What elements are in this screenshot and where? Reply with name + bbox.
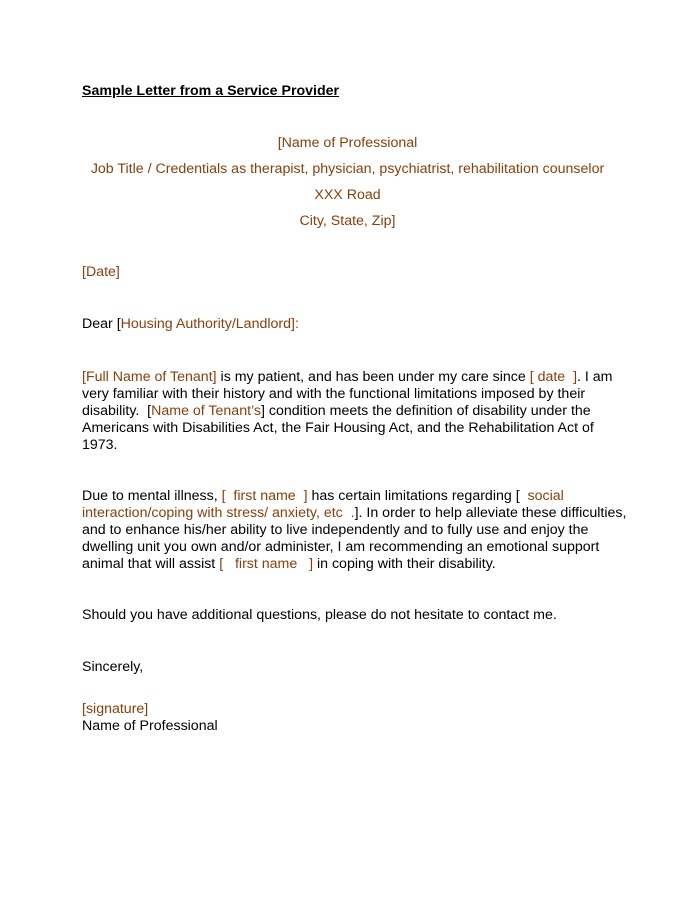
para2-line1 — [82, 488, 564, 505]
signature-placeholder: [signature] — [82, 701, 149, 717]
para1-line1-text-b: . I am — [577, 369, 613, 385]
para2-line5-text-a: animal that will assist — [82, 556, 220, 572]
header-job-title: Job Title / Credentials as therapist, physician, psychiatrist, rehabilitation counselor — [90, 161, 605, 177]
header-street: XXX Road — [314, 187, 381, 203]
para3-contact: Should you have additional questions, please do not hesitate to contact me. — [82, 607, 557, 623]
para2-line5-text-b: in coping with their disability. — [313, 556, 496, 572]
header-professional-name: [Name of Professional — [277, 135, 418, 151]
para1-line3-text-b: ] condition meets the definition of disability under the — [261, 403, 591, 419]
salutation-prefix: Dear [ — [82, 316, 121, 332]
para2-line2 — [82, 505, 626, 522]
salutation — [82, 316, 299, 333]
para2-line5 — [82, 556, 496, 573]
para1-line3-text-a: disability. [ — [82, 403, 152, 419]
para1-line4: Americans with Disabilities Act, the Fair Housing Act, and the Rehabilitation Act of — [82, 420, 594, 436]
para1-line1 — [82, 369, 613, 386]
care-date-placeholder: [ date ] — [529, 369, 578, 385]
para1-line5: 1973. — [82, 437, 118, 453]
para1-line2: very familiar with their history and with the functional limitations imposed by their — [82, 386, 586, 402]
para1-line3 — [82, 403, 591, 420]
para1-line1-text-a: is my patient, and has been under my care since — [216, 369, 530, 385]
first-name-placeholder: [ first name ] — [221, 488, 308, 504]
tenant-full-name-placeholder: [Full Name of Tenant] — [82, 369, 217, 385]
para2-line2-text-b: ]. In order to help alleviate these difficulties, — [354, 505, 627, 521]
para2-line3: and to enhance his/her ability to live independently and to fully use and enjoy the — [82, 522, 589, 538]
date-placeholder: [Date] — [82, 264, 120, 280]
first-name-placeholder-2: [ first name ] — [219, 556, 314, 572]
closing: Sincerely, — [82, 659, 144, 675]
limitations-placeholder-start: social — [527, 488, 564, 504]
para2-line1-text-a: Due to mental illness, — [82, 488, 222, 504]
header-city-state-zip: City, State, Zip] — [299, 213, 396, 229]
signer-name: Name of Professional — [82, 718, 218, 734]
tenant-name-possessive-placeholder: Name of Tenant’s — [151, 403, 262, 419]
letter-title: Sample Letter from a Service Provider — [82, 83, 340, 99]
para2-line1-text-b: has certain limitations regarding [ — [307, 488, 528, 504]
para2-line4: dwelling unit you own and/or administer, I am recommending an emotional support — [82, 539, 600, 555]
limitations-placeholder-end: interaction/coping with stress/ anxiety, etc . — [82, 505, 355, 521]
salutation-recipient: Housing Authority/Landlord]: — [120, 316, 299, 332]
